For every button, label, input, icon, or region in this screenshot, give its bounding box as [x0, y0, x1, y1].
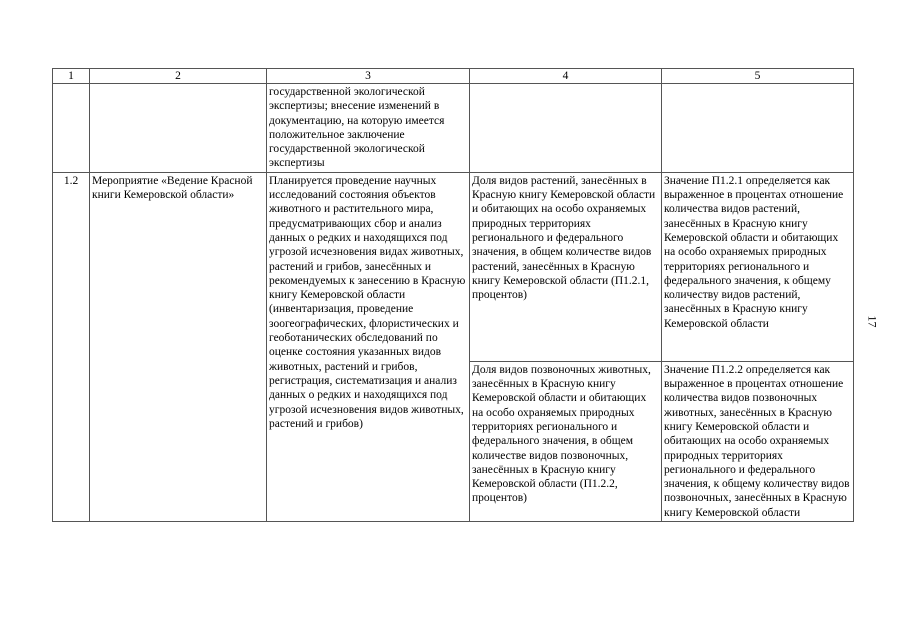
header-cell-3: 3 — [267, 69, 470, 84]
row-number: 1.2 — [53, 172, 90, 521]
header-cell-1: 1 — [53, 69, 90, 84]
header-row — [53, 69, 854, 84]
header-cell-4: 4 — [470, 69, 662, 84]
continuation-row — [53, 84, 854, 173]
continuation-cell-1 — [53, 84, 90, 173]
continuation-cell-2 — [90, 84, 267, 173]
measure-description: Планируется проведение научных исследований состояния объектов животного и растительного мира, предусматривающих сбор и анализ данных о редких и находящихся под угрозой исчезновения видах животных, растений и грибов, занесённых и рекомендуемых к занесению в Красную книгу Кемеровской области (инвентаризация, проведение зоогеографических, флористических и геоботанических обследований по оценке состояния указанных видов животных, растений и грибов, регистрация, систематизация и анализ данных о редких и находящихся под угрозой исчезновения видов животных, растений и грибов) — [267, 172, 470, 521]
page-number: 17 — [865, 315, 880, 328]
indicators-table — [52, 68, 854, 522]
table-row — [53, 172, 854, 361]
indicator-method: Значение П1.2.1 определяется как выраженное в процентах отношение количества видов растений, занесённых в Красную книгу Кемеровской области и обитающих на особо охраняемых природных территориях регионального и федерального значения, к общему количеству видов растений, занесённых в Красную книгу Кемеровской области — [662, 172, 854, 361]
continuation-cell-5 — [662, 84, 854, 173]
header-cell-2: 2 — [90, 69, 267, 84]
continuation-cell-4 — [470, 84, 662, 173]
indicator-method: Значение П1.2.2 определяется как выраженное в процентах отношение количества видов позвоночных животных, занесённых в Красную книгу Кемеровской области и обитающих на особо охраняемых природных территориях регионального и федерального значения, к общему количеству видов позвоночных, занесённых в Красную книгу Кемеровской области — [662, 361, 854, 521]
header-cell-5: 5 — [662, 69, 854, 84]
indicator-name: Доля видов растений, занесённых в Красную книгу Кемеровской области и обитающих на особо охраняемых природных территориях регионального и федерального значения, в общем количестве видов растений, занесённых в Красную книгу Кемеровской области (П1.2.1, процентов) — [470, 172, 662, 361]
continuation-text: государственной экологической экспертизы; внесение изменений в документацию, на которую имеется положительное заключение государственной экологической экспертизы — [267, 84, 470, 173]
measure-title: Мероприятие «Ведение Красной книги Кемеровской области» — [90, 172, 267, 521]
indicator-name: Доля видов позвоночных животных, занесённых в Красную книгу Кемеровской области и обитающих на особо охраняемых природных территориях регионального и федерального значения, в общем количестве видов позвоночных, занесённых в Красную книгу Кемеровской области (П1.2.2, процентов) — [470, 361, 662, 521]
